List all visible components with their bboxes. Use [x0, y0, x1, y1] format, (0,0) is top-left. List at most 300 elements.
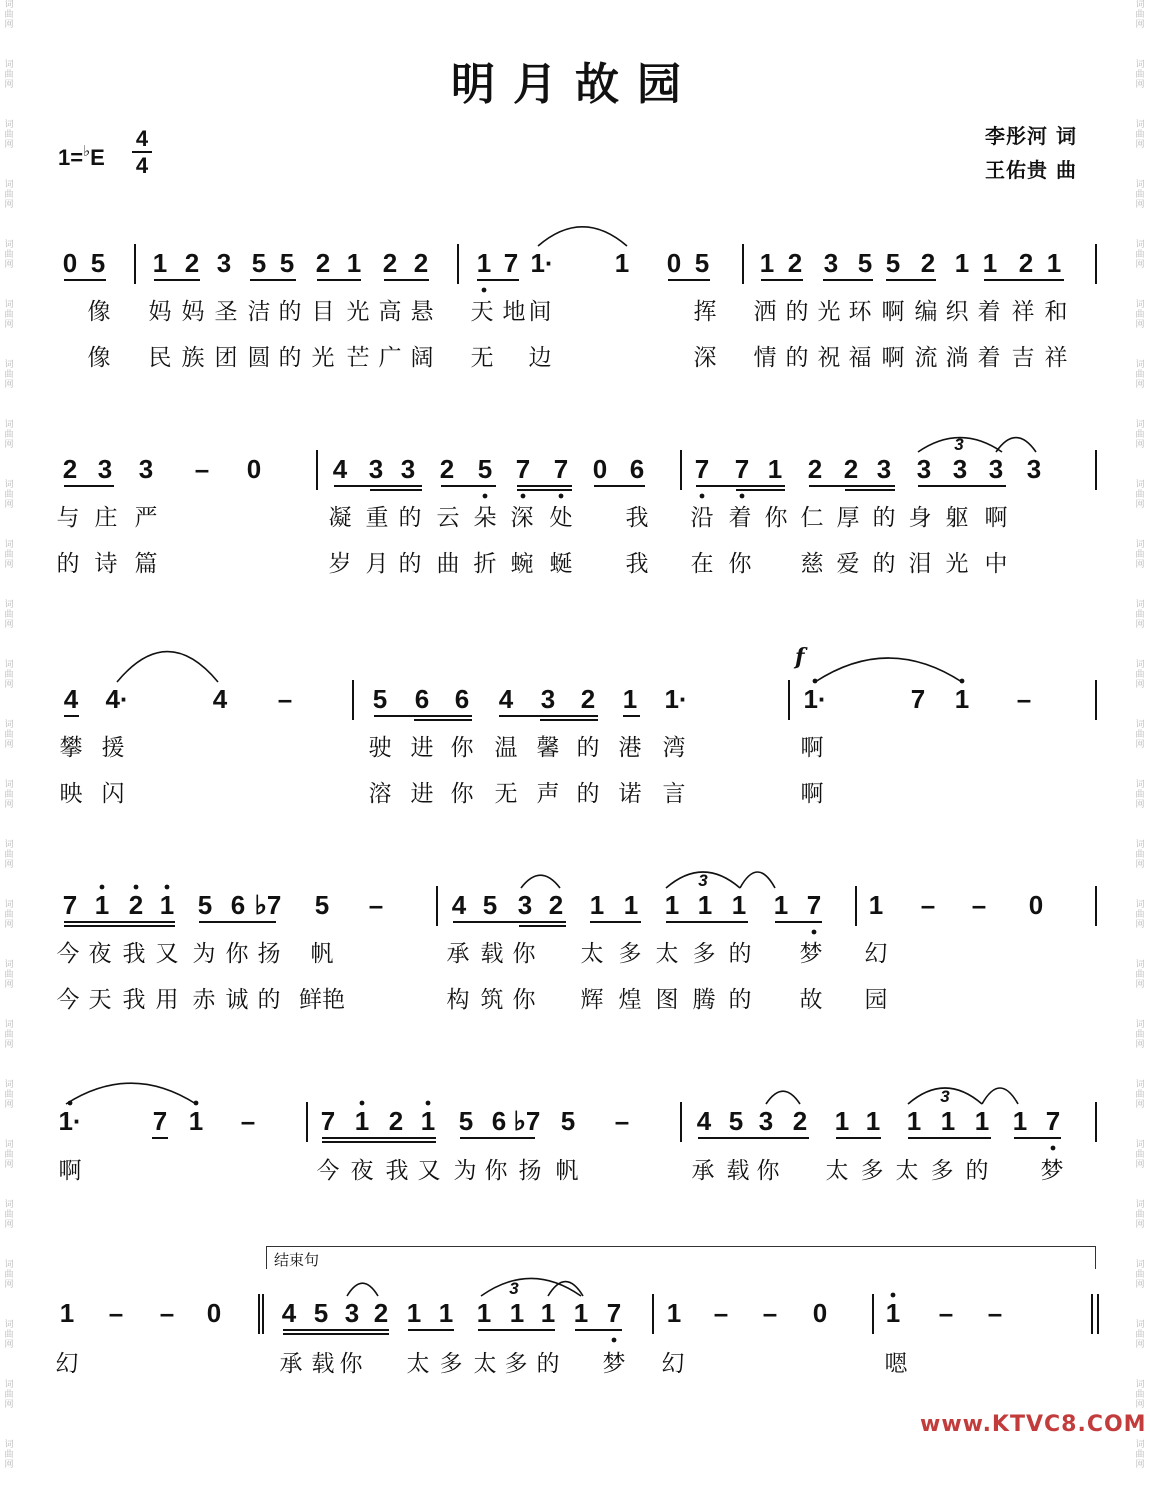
lyric-verse-1: 环	[848, 299, 872, 325]
lyric-verse-2: 你	[450, 781, 474, 807]
note: 2	[792, 1106, 808, 1136]
note: 4	[281, 1298, 297, 1328]
slur-arc	[521, 875, 560, 888]
lyric-verse-1: 温	[494, 735, 518, 761]
note: –	[368, 890, 384, 920]
note: 1	[767, 454, 783, 484]
note: ♭7	[513, 1106, 541, 1136]
lyric-verse-1: 啊	[58, 1158, 82, 1184]
lyric-verse-2: 慈	[800, 551, 824, 577]
lyric-verse-2: 祥	[1044, 345, 1068, 371]
lyric-verse-1: 我	[625, 505, 649, 531]
lyric-verse-2: 煌	[618, 987, 642, 1013]
note: 3	[344, 1298, 360, 1328]
lyric-verse-2: 淌	[945, 345, 969, 371]
lyric-verse-2: 中	[984, 551, 1008, 577]
lyric-verse-2: 无	[470, 345, 494, 371]
lyric-verse-1: 洒	[753, 299, 777, 325]
dynamic-forte: f	[795, 644, 805, 670]
lyric-verse-2: 你	[728, 551, 752, 577]
lyric-verse-1: 你	[756, 1158, 780, 1184]
lyric-verse-2: 闪	[101, 781, 125, 807]
lyric-verse-1: 太	[825, 1158, 849, 1184]
lyric-verse-2: 的	[576, 781, 600, 807]
note: 2	[787, 248, 803, 278]
note: 5	[885, 248, 901, 278]
octave-dot-below	[740, 494, 745, 499]
lyric-verse-1: 港	[618, 735, 642, 761]
note: 1	[540, 1298, 556, 1328]
note: 2	[580, 684, 596, 714]
note: 5	[314, 890, 330, 920]
key-signature	[58, 142, 105, 171]
lyric-verse-1: 攀	[59, 735, 83, 761]
watermark-left: 词 曲 网 词 曲 网 词 曲 网 词 曲 网 词 曲 网 词 曲 网 词 曲 网 词 曲 网 词 曲 网 词 曲 网 词 曲 网 词 曲 网 词 曲 网 词 曲 网 词 曲 网 词 曲 网 词 曲 网 词 曲 网 词 曲 网 词 曲 网 词 曲 网 词 曲 网 词 曲 网 词 曲 网 词 曲 网	[4, 0, 14, 1470]
note: 1	[614, 248, 630, 278]
note: 3	[517, 890, 533, 920]
note: 1	[1012, 1106, 1028, 1136]
octave-dot-below	[812, 930, 817, 935]
note: 1	[773, 890, 789, 920]
note: 1	[954, 684, 970, 714]
note: –	[971, 890, 987, 920]
lyric-verse-2: 我	[625, 551, 649, 577]
note: 1	[476, 1298, 492, 1328]
note: 1	[438, 1298, 454, 1328]
tuplet-mark: 3	[940, 1087, 950, 1106]
note: 2	[373, 1298, 389, 1328]
lyric-verse-1: 又	[155, 941, 179, 967]
lyric-verse-1: 幻	[864, 941, 888, 967]
lyric-verse-1: 多	[860, 1158, 884, 1184]
lyric-verse-1: 着	[977, 299, 1001, 325]
lyric-verse-2: 曲	[436, 551, 460, 577]
note: 1	[159, 890, 175, 920]
note: –	[987, 1298, 1003, 1328]
slur-arc	[740, 872, 775, 888]
lyric-verse-1: 承	[446, 941, 470, 967]
octave-dot-above	[165, 885, 170, 890]
note: 5	[251, 248, 267, 278]
lyric-verse-1: 严	[134, 505, 158, 531]
note: 0	[666, 248, 682, 278]
lyric-verse-1: 光	[817, 299, 841, 325]
notation-marks	[0, 1046, 1150, 1146]
lyric-verse-2: 用	[155, 987, 179, 1013]
note: 5	[313, 1298, 329, 1328]
lyric-verse-2: 蜒	[549, 551, 573, 577]
note: –	[159, 1298, 175, 1328]
lyric-verse-1: 的	[785, 299, 809, 325]
note: –	[938, 1298, 954, 1328]
note: 1	[697, 890, 713, 920]
note: 1	[1046, 248, 1062, 278]
note: 2	[184, 248, 200, 278]
note: –	[713, 1298, 729, 1328]
lyric-verse-1: 太	[406, 1351, 430, 1377]
note: 3	[876, 454, 892, 484]
note: 4·	[105, 684, 129, 714]
note: 5	[482, 890, 498, 920]
lyric-verse-1: 嗯	[884, 1351, 908, 1377]
lyric-verse-1: 重	[365, 505, 389, 531]
lyric-verse-2: 诺	[618, 781, 642, 807]
slur-arc	[538, 227, 627, 246]
note: 7	[734, 454, 750, 484]
lyric-verse-1: 地	[502, 299, 526, 325]
note: 1	[406, 1298, 422, 1328]
lyric-verse-2: 圆	[247, 345, 271, 371]
note: 1·	[664, 684, 688, 714]
note: ♭7	[254, 890, 282, 920]
note: 1	[573, 1298, 589, 1328]
note: 4	[451, 890, 467, 920]
note: –	[920, 890, 936, 920]
notation-marks	[0, 394, 1150, 494]
note: –	[1016, 684, 1032, 714]
note: 1	[622, 684, 638, 714]
composer-credit: 王佑贵 曲	[985, 158, 1077, 182]
lyric-verse-2: 辉	[580, 987, 604, 1013]
note: 2	[439, 454, 455, 484]
lyric-verse-2: 言	[662, 781, 686, 807]
lyric-verse-1: 着	[728, 505, 752, 531]
note: 0	[1028, 890, 1044, 920]
note: 1	[188, 1106, 204, 1136]
note: 1·	[803, 684, 827, 714]
lyric-verse-2: 溶	[368, 781, 392, 807]
lyric-verse-1: 馨	[536, 735, 560, 761]
note: 1	[974, 1106, 990, 1136]
lyric-verse-2: 岁	[328, 551, 352, 577]
note: 4	[63, 684, 79, 714]
lyric-verse-1: 的	[965, 1158, 989, 1184]
note: 1	[509, 1298, 525, 1328]
note: 1	[59, 1298, 75, 1328]
octave-dot-above	[68, 1101, 73, 1106]
lyric-verse-1: 你	[339, 1351, 363, 1377]
lyric-verse-1: 织	[945, 299, 969, 325]
note: 3	[138, 454, 154, 484]
note: 7	[152, 1106, 168, 1136]
lyric-verse-1: 沿	[690, 505, 714, 531]
note: 4	[212, 684, 228, 714]
notation-marks	[0, 1238, 1150, 1338]
note: 2	[388, 1106, 404, 1136]
octave-dot-below	[1051, 1146, 1056, 1151]
note: –	[194, 454, 210, 484]
slur-arc	[996, 438, 1036, 452]
note: 2	[315, 248, 331, 278]
note: 5	[560, 1106, 576, 1136]
lyric-verse-2: 的	[785, 345, 809, 371]
lyric-verse-1: 扬	[257, 941, 281, 967]
lyric-verse-1: 太	[895, 1158, 919, 1184]
lyric-verse-1: 为	[453, 1158, 477, 1184]
octave-dot-below	[559, 494, 564, 499]
lyric-verse-2: 团	[214, 345, 238, 371]
note: 5	[728, 1106, 744, 1136]
lyric-verse-2: 像	[87, 345, 111, 371]
note: 1	[940, 1106, 956, 1136]
lyric-verse-1: 光	[346, 299, 370, 325]
note: 3	[988, 454, 1004, 484]
note: 0	[62, 248, 78, 278]
note: 3	[916, 454, 932, 484]
lyric-verse-1: 帆	[310, 941, 334, 967]
lyric-verse-2: 边	[528, 345, 552, 371]
lyric-verse-1: 我	[385, 1158, 409, 1184]
octave-dot-below	[612, 1338, 617, 1343]
note: 2	[128, 890, 144, 920]
note: 7	[806, 890, 822, 920]
note: 2	[807, 454, 823, 484]
lyric-verse-2: 在	[690, 551, 714, 577]
octave-dot-above	[194, 1101, 199, 1106]
key-letter: E	[90, 145, 105, 170]
lyric-verse-1: 云	[436, 505, 460, 531]
note: 0	[812, 1298, 828, 1328]
lyric-verse-1: 间	[528, 299, 552, 325]
octave-dot-below	[483, 494, 488, 499]
note: 3	[216, 248, 232, 278]
note: 1·	[58, 1106, 82, 1136]
lyric-verse-1: 凝	[328, 505, 352, 531]
lyric-verse-1: 的	[536, 1351, 560, 1377]
lyric-verse-2: 的	[56, 551, 80, 577]
slur-arc	[815, 658, 962, 682]
lyric-verse-1: 和	[1044, 299, 1068, 325]
lyric-verse-2: 进	[410, 781, 434, 807]
lyric-verse-1: 扬	[518, 1158, 542, 1184]
lyric-verse-1: 啊	[881, 299, 905, 325]
note: 5	[90, 248, 106, 278]
note: 3	[540, 684, 556, 714]
lyric-verse-1: 太	[655, 941, 679, 967]
lyric-verse-1: 太	[580, 941, 604, 967]
lyric-verse-1: 援	[101, 735, 125, 761]
note: 0	[246, 454, 262, 484]
note: 1	[906, 1106, 922, 1136]
song-title: 明月故园	[451, 59, 699, 110]
note: 5	[857, 248, 873, 278]
lyric-verse-1: 啊	[984, 505, 1008, 531]
lyric-verse-2: 故	[799, 987, 823, 1013]
flat-symbol: ♭	[83, 143, 91, 160]
octave-dot-above	[813, 679, 818, 684]
lyric-verse-1: 梦	[799, 941, 823, 967]
lyric-verse-2: 着	[977, 345, 1001, 371]
octave-dot-above	[100, 885, 105, 890]
note: 1	[759, 248, 775, 278]
note: 1	[834, 1106, 850, 1136]
note: 7	[910, 684, 926, 714]
lyric-verse-1: 洁	[247, 299, 271, 325]
note: 7	[606, 1298, 622, 1328]
lyric-verse-2: 你	[512, 987, 536, 1013]
note: 1	[982, 248, 998, 278]
note: 1	[152, 248, 168, 278]
note: 7	[515, 454, 531, 484]
note: 6	[414, 684, 430, 714]
lyric-verse-2: 我	[122, 987, 146, 1013]
note: 3	[400, 454, 416, 484]
note: 3	[1026, 454, 1042, 484]
note: 7	[503, 248, 519, 278]
lyric-verse-2: 天	[88, 987, 112, 1013]
lyric-verse-2: 的	[872, 551, 896, 577]
slur-arc	[982, 1088, 1018, 1104]
note: 5	[279, 248, 295, 278]
lyric-verse-2: 流	[914, 345, 938, 371]
website-watermark: www.KTVC8.COM	[920, 1412, 1147, 1437]
lyric-verse-1: 帆	[555, 1158, 579, 1184]
lyric-verse-1: 挥	[693, 299, 717, 325]
note: 1	[865, 1106, 881, 1136]
note: 1	[420, 1106, 436, 1136]
lyric-verse-2: 的	[728, 987, 752, 1013]
lyric-verse-1: 今	[316, 1158, 340, 1184]
note: 5	[372, 684, 388, 714]
lyric-verse-1: 厚	[836, 505, 860, 531]
lyric-verse-2: 吉	[1011, 345, 1035, 371]
slur-arc	[66, 1083, 196, 1104]
lyric-verse-1: 编	[914, 299, 938, 325]
lyric-verse-2: 赤	[192, 987, 216, 1013]
note: 2	[1018, 248, 1034, 278]
lyric-verse-1: 身	[908, 505, 932, 531]
note: 0	[592, 454, 608, 484]
note: –	[240, 1106, 256, 1136]
lyric-verse-1: 祥	[1011, 299, 1035, 325]
lyric-verse-2: 折	[473, 551, 497, 577]
note: 7	[62, 890, 78, 920]
note: 7	[553, 454, 569, 484]
note: 0	[206, 1298, 222, 1328]
note: 5	[458, 1106, 474, 1136]
note: 4	[696, 1106, 712, 1136]
lyric-verse-1: 的	[398, 505, 422, 531]
ending-label: 结束句	[274, 1251, 320, 1269]
note: 3	[97, 454, 113, 484]
lyric-verse-1: 深	[510, 505, 534, 531]
lyric-verse-1: 庄	[94, 505, 118, 531]
lyric-verse-2: 篇	[134, 551, 158, 577]
note: 2	[413, 248, 429, 278]
note: 4	[498, 684, 514, 714]
note: 3	[368, 454, 384, 484]
note: 7	[320, 1106, 336, 1136]
note: 5	[694, 248, 710, 278]
note: 6	[629, 454, 645, 484]
lyric-verse-1: 的	[728, 941, 752, 967]
note: 1	[354, 1106, 370, 1136]
lyric-verse-1: 载	[480, 941, 504, 967]
note: 3	[823, 248, 839, 278]
lyric-verse-1: 多	[439, 1351, 463, 1377]
lyric-verse-1: 多	[504, 1351, 528, 1377]
lyric-verse-1: 你	[225, 941, 249, 967]
lyric-verse-2: 构	[446, 987, 470, 1013]
note: 1	[623, 890, 639, 920]
key-prefix: 1=	[58, 145, 84, 170]
lyric-verse-2: 啊	[881, 345, 905, 371]
lyric-verse-1: 为	[192, 941, 216, 967]
lyric-verse-1: 夜	[350, 1158, 374, 1184]
octave-dot-above	[426, 1101, 431, 1106]
note: 1	[666, 1298, 682, 1328]
watermark-right: 词 曲 网 词 曲 网 词 曲 网 词 曲 网 词 曲 网 词 曲 网 词 曲 网 词 曲 网 词 曲 网 词 曲 网 词 曲 网 词 曲 网 词 曲 网 词 曲 网 词 曲 网 词 曲 网 词 曲 网 词 曲 网 词 曲 网 词 曲 网 词 曲 网 词 曲 网 词 曲 网 词 曲 网 词 曲 网	[1135, 0, 1145, 1470]
lyric-verse-2: 族	[181, 345, 205, 371]
lyric-verse-2: 阔	[410, 345, 434, 371]
lyric-verse-1: 的	[872, 505, 896, 531]
lyric-verse-1: 像	[87, 299, 111, 325]
note: 1·	[530, 248, 554, 278]
time-signature	[132, 127, 152, 177]
lyric-verse-1: 我	[122, 941, 146, 967]
lyric-verse-2: 啊	[800, 781, 824, 807]
lyric-verse-1: 驶	[368, 735, 392, 761]
tuplet-mark: 3	[698, 871, 708, 890]
lyric-verse-2: 蜿	[510, 551, 534, 577]
lyric-verse-2: 诗	[94, 551, 118, 577]
note: 2	[382, 248, 398, 278]
lyric-verse-1: 天	[470, 299, 494, 325]
lyric-verse-2: 光	[311, 345, 335, 371]
notation-marks	[0, 830, 1150, 930]
lyric-verse-2: 映	[59, 781, 83, 807]
lyric-verse-1: 太	[473, 1351, 497, 1377]
note: 6	[230, 890, 246, 920]
lyric-verse-1: 多	[618, 941, 642, 967]
note: 1	[589, 890, 605, 920]
octave-dot-below	[521, 494, 526, 499]
meter-bottom: 4	[135, 153, 149, 178]
lyric-verse-2: 祝	[817, 345, 841, 371]
octave-dot-below	[700, 494, 705, 499]
lyric-verse-2: 的	[257, 987, 281, 1013]
lyric-verse-1: 梦	[602, 1351, 626, 1377]
note: 1	[731, 890, 747, 920]
octave-dot-below	[482, 288, 487, 293]
lyric-verse-1: 多	[692, 941, 716, 967]
lyric-verse-2: 爱	[836, 551, 860, 577]
note: 1	[94, 890, 110, 920]
lyric-verse-1: 悬	[410, 299, 434, 325]
lyric-verse-1: 梦	[1040, 1158, 1064, 1184]
lyric-verse-1: 躯	[945, 505, 969, 531]
note: 2	[920, 248, 936, 278]
lyric-verse-2: 无	[494, 781, 518, 807]
note: 2	[62, 454, 78, 484]
lyricist-credit: 李彤河 词	[985, 124, 1077, 148]
lyric-verse-1: 你	[512, 941, 536, 967]
lyric-verse-1: 的	[576, 735, 600, 761]
meter-top: 4	[135, 126, 149, 151]
note: 7	[694, 454, 710, 484]
note: –	[762, 1298, 778, 1328]
notation-marks	[0, 188, 1150, 288]
lyric-verse-2: 广	[378, 345, 402, 371]
note: 5	[197, 890, 213, 920]
octave-dot-above	[360, 1101, 365, 1106]
octave-dot-above	[891, 1293, 896, 1298]
note: –	[108, 1298, 124, 1328]
octave-dot-above	[960, 679, 965, 684]
lyric-verse-1: 进	[410, 735, 434, 761]
lyric-verse-1: 仁	[800, 505, 824, 531]
lyric-verse-2: 泪	[908, 551, 932, 577]
